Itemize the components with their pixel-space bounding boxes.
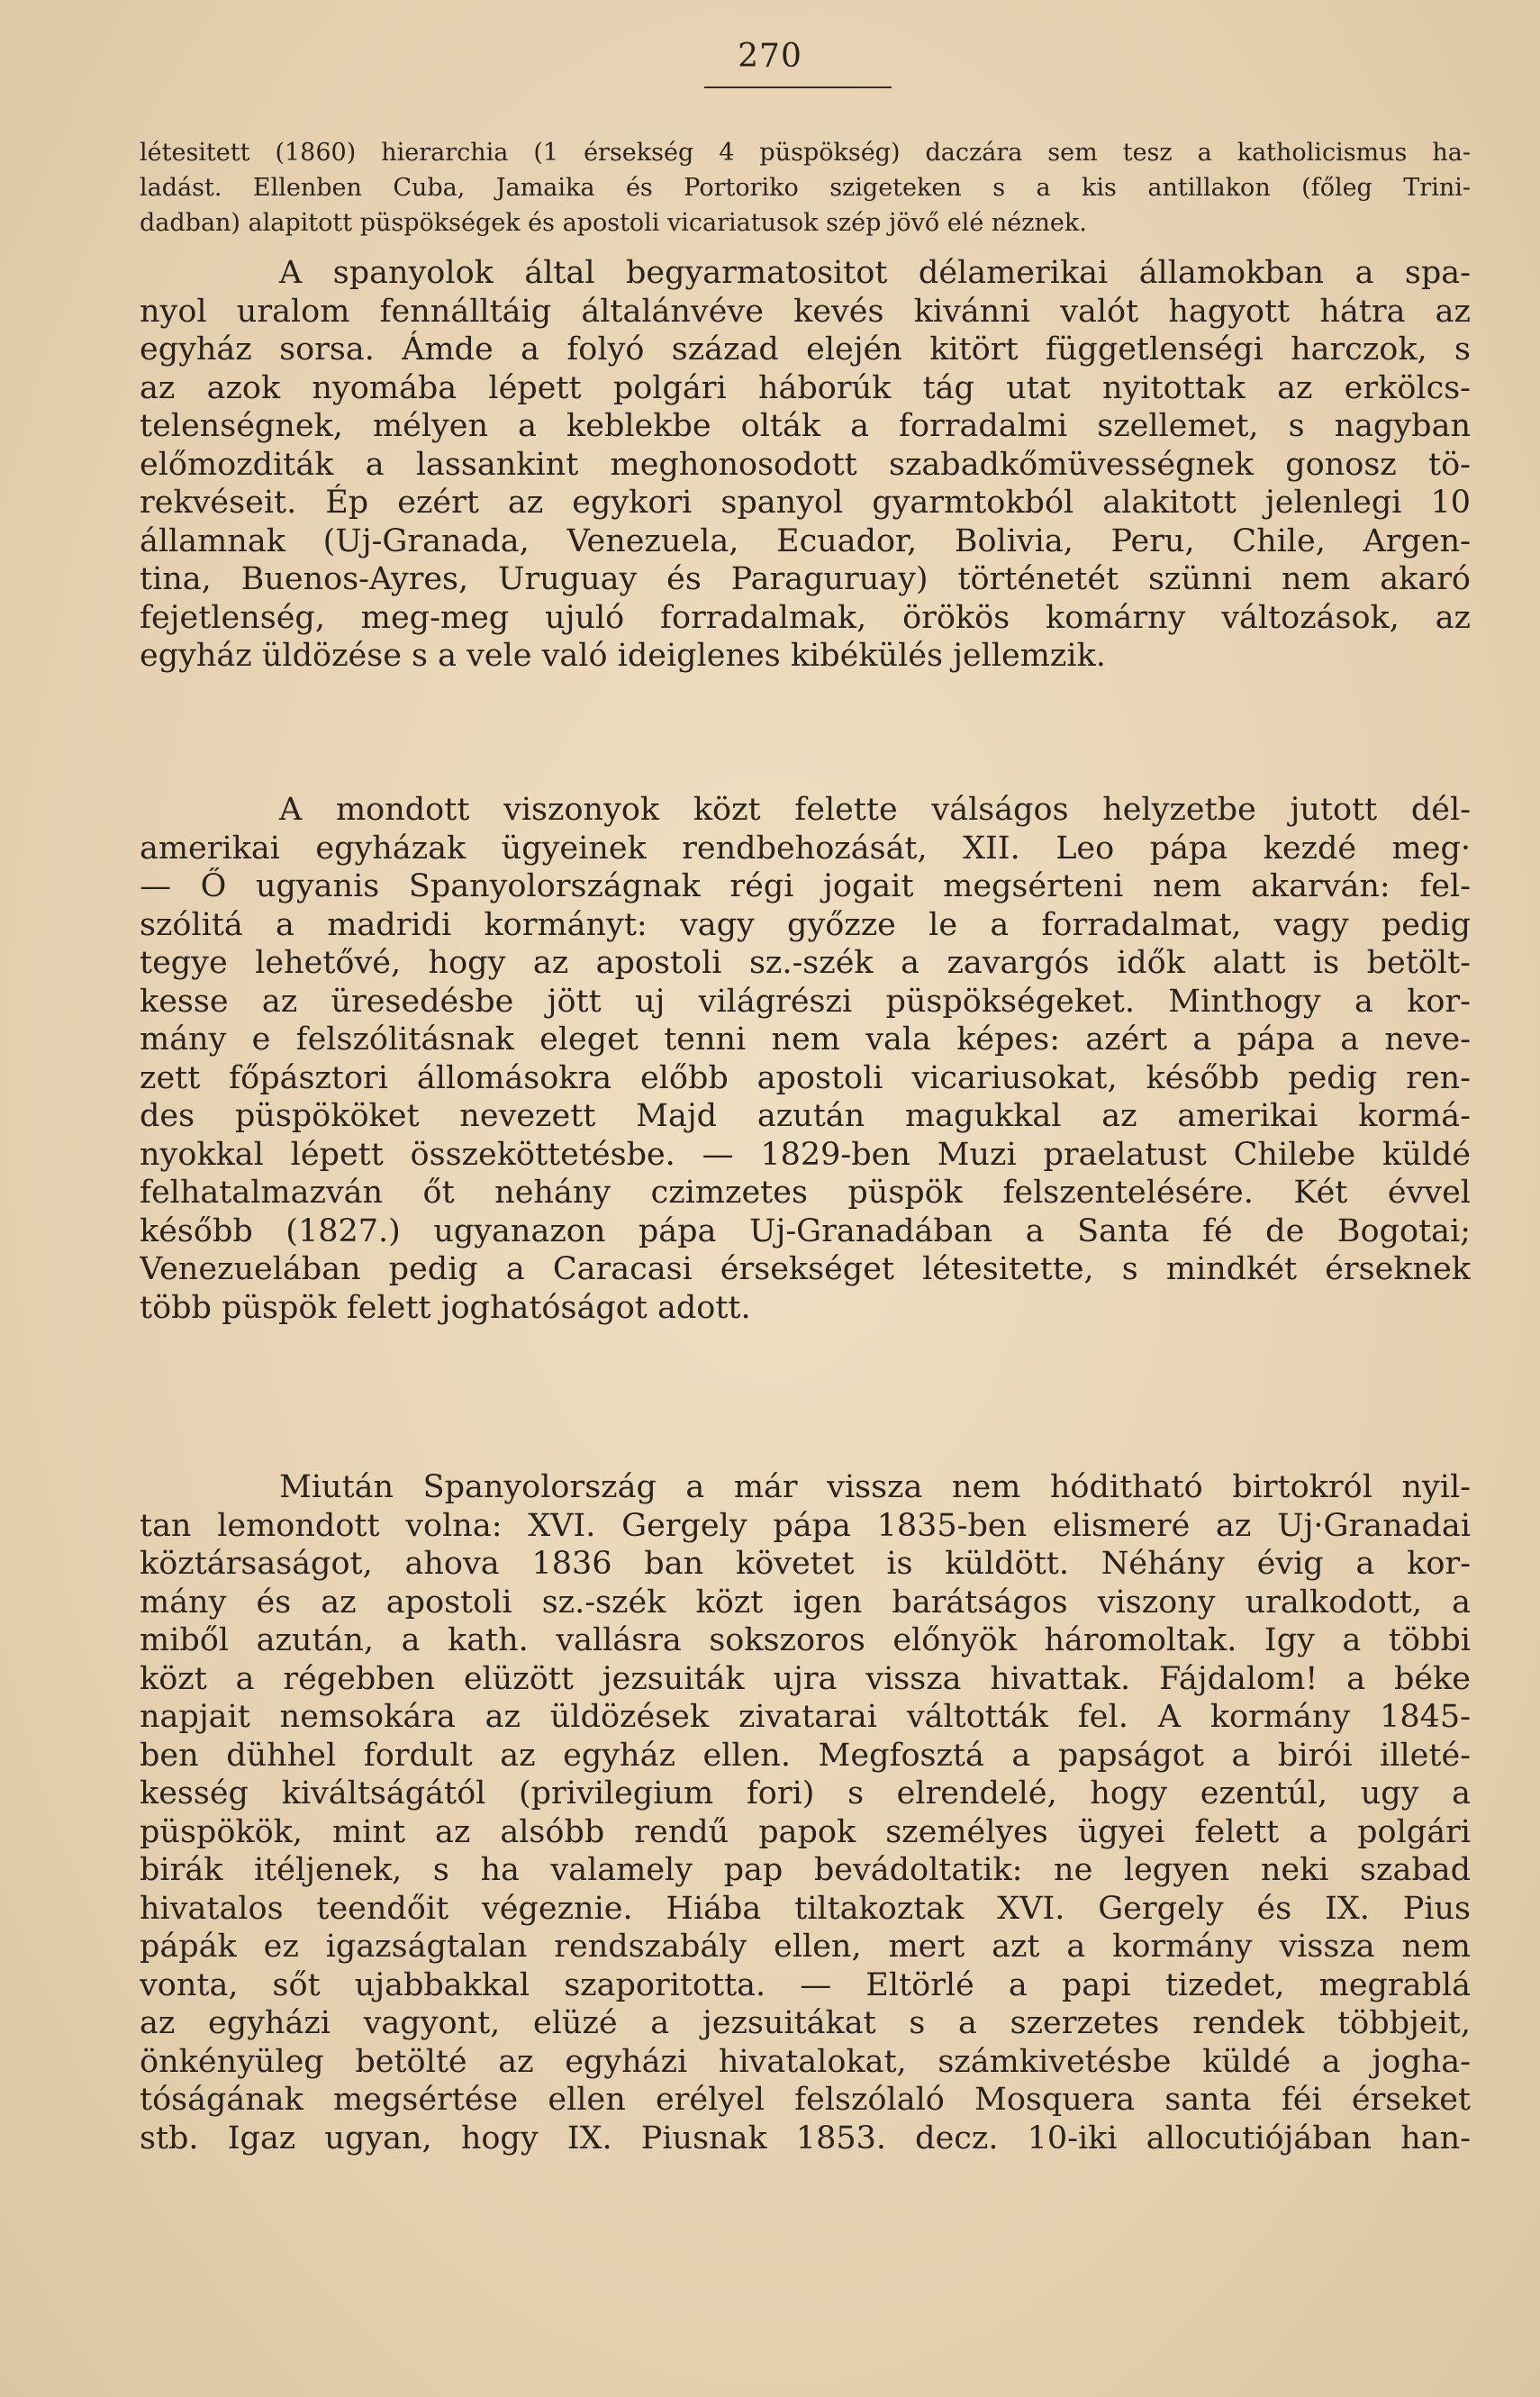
text-line: — Ő ugyanis Spanyolországnak régi jogait megsérteni nem akarván: fel- [140, 868, 1471, 904]
text-line: kesség kiváltságától (privilegium fori) s elrendelé, hogy ezentúl, ugy a [140, 1775, 1471, 1811]
text-line: ben dühhel fordult az egyház ellen. Megfosztá a papságot a birói illeté- [140, 1737, 1471, 1774]
text-line: tan lemondott volna: XVI. Gergely pápa 1835-ben elismeré az Uj·Granadai [140, 1507, 1471, 1544]
paragraph-1 [140, 254, 1471, 676]
text-line: püspökök, mint az alsóbb rendű papok személyes ügyei felett a polgári [140, 1813, 1471, 1850]
text-line: nyokkal lépett összeköttetésbe. — 1829-ben Muzi praelatust Chilebe küldé [140, 1136, 1471, 1173]
text-line: miből azután, a kath. vallásra sokszoros előnyök háromoltak. Igy a többi [140, 1622, 1471, 1658]
text-line: napjait nemsokára az üldözések zivatarai váltották fel. A kormány 1845- [140, 1699, 1471, 1735]
paragraph-2 [140, 791, 1471, 1327]
text-line: amerikai egyházak ügyeinek rendbehozását, XII. Leo pápa kezdé meg· [140, 830, 1471, 867]
text-line: egyház sorsa. Ámde a folyó század elején kitört függetlenségi harczok, s [140, 331, 1471, 368]
text-line: az azok nyomába lépett polgári háborúk tág utat nyitottak az erkölcs- [140, 369, 1471, 406]
text-line: pápák ez igazságtalan rendszabály ellen, mert azt a kormány vissza nem [140, 1929, 1471, 1965]
text-line: több püspök felett joghatóságot adott. [140, 1289, 751, 1326]
text-line: tóságának megsértése ellen erélyel felszólaló Mosquera santa féi érseket [140, 2082, 1471, 2118]
text-line: az egyházi vagyont, elüzé a jezsuitákat s a szerzetes rendek többjeit, [140, 2005, 1471, 2041]
text-line: előmozditák a lassankint meghonosodott szabadkőmüvességnek gonosz tö- [140, 446, 1471, 483]
text-line: szólitá a madridi kormányt: vagy győzze le a forradalmat, vagy pedig [140, 906, 1471, 943]
text-line: nyol uralom fennálltáig általánvéve kevés kivánni valót hagyott hátra az [140, 293, 1471, 330]
text-line: zett főpásztori állomásokra előbb apostoli vicariusokat, később pedig ren- [140, 1059, 1471, 1096]
text-line: vonta, sőt ujabbakkal szaporitotta. — Eltörlé a papi tizedet, megrablá [140, 1966, 1471, 2003]
text-line: államnak (Uj-Granada, Venezuela, Ecuador, Bolivia, Peru, Chile, Argen- [140, 522, 1471, 559]
text-line: tina, Buenos-Ayres, Uruguay és Paraguruay) történetét szünni nem akaró [140, 561, 1471, 597]
text-line: önkényüleg betölté az egyházi hivatalokat, számkivetésbe küldé a jogha- [140, 2043, 1471, 2080]
text-line: létesitett (1860) hierarchia (1 érsekség 4 püspökség) daczára sem tesz a katholicismus ha- [140, 139, 1471, 167]
text-line: kesse az üresedésbe jött uj világrészi püspökségeket. Minthogy a kor- [140, 983, 1471, 1020]
text-line: egyház üldözése s a vele való ideiglenes kibékülés jellemzik. [140, 638, 1106, 674]
text-line: rekvéseit. Ép ezért az egykori spanyol gyarmtokból alakitott jelenlegi 10 [140, 485, 1471, 521]
text-line: mány és az apostoli sz.-szék közt igen barátságos viszony uralkodott, a [140, 1584, 1471, 1621]
text-line: ladást. Ellenben Cuba, Jamaika és Portoriko szigeteken s a kis antillakon (főleg Trini- [140, 174, 1471, 202]
text-line: hivatalos teendőit végeznie. Hiába tiltakoztak XVI. Gergely és IX. Pius [140, 1890, 1471, 1927]
text-line: köztársaságot, ahova 1836 ban követet is küldött. Néhány évig a kor- [140, 1546, 1471, 1582]
text-line: birák itéljenek, s ha valamely pap bevádoltatik: ne legyen neki szabad [140, 1852, 1471, 1888]
text-line: des püspököket nevezett Majd azután magukkal az amerikai kormá- [140, 1098, 1471, 1134]
text-line: A spanyolok által begyarmatositot délamerikai államokban a spa- [279, 255, 1471, 291]
paragraph-3 [140, 1468, 1471, 2157]
text-line: A mondott viszonyok közt felette válságos helyzetbe jutott dél- [279, 792, 1471, 828]
text-line: tegye lehetővé, hogy az apostoli sz.-szék a zavargós idők alatt is betölt- [140, 945, 1471, 981]
intro-small-print [140, 135, 1471, 241]
text-line: később (1827.) ugyanazon pápa Uj-Granadában a Santa fé de Bogotai; [140, 1212, 1471, 1249]
text-line: közt a régebben elüzött jezsuiták ujra vissza hivattak. Fájdalom! a béke [140, 1660, 1471, 1697]
text-line: felhatalmazván őt nehány czimzetes püspök felszentelésére. Két évvel [140, 1175, 1471, 1211]
text-line: stb. Igaz ugyan, hogy IX. Piusnak 1853. decz. 10-iki allocutiójában han- [140, 2120, 1471, 2156]
page-number-rule [704, 86, 892, 88]
page-number: 270 [738, 38, 802, 75]
text-line: Miután Spanyolország a már vissza nem hóditható birtokról nyil- [279, 1469, 1471, 1505]
text-line: dadban) alapitott püspökségek és apostoli vicariatusok szép jövő elé néznek. [140, 209, 1087, 237]
text-line: mány e felszólitásnak eleget tenni nem vala képes: azért a pápa a neve- [140, 1021, 1471, 1058]
text-line: fejetlenség, meg-meg ujuló forradalmak, örökös komárny változások, az [140, 599, 1471, 636]
text-line: telenségnek, mélyen a keblekbe olták a forradalmi szellemet, s nagyban [140, 408, 1471, 444]
text-line: Venezuelában pedig a Caracasi érsekséget létesitette, s mindkét érseknek [140, 1251, 1471, 1287]
